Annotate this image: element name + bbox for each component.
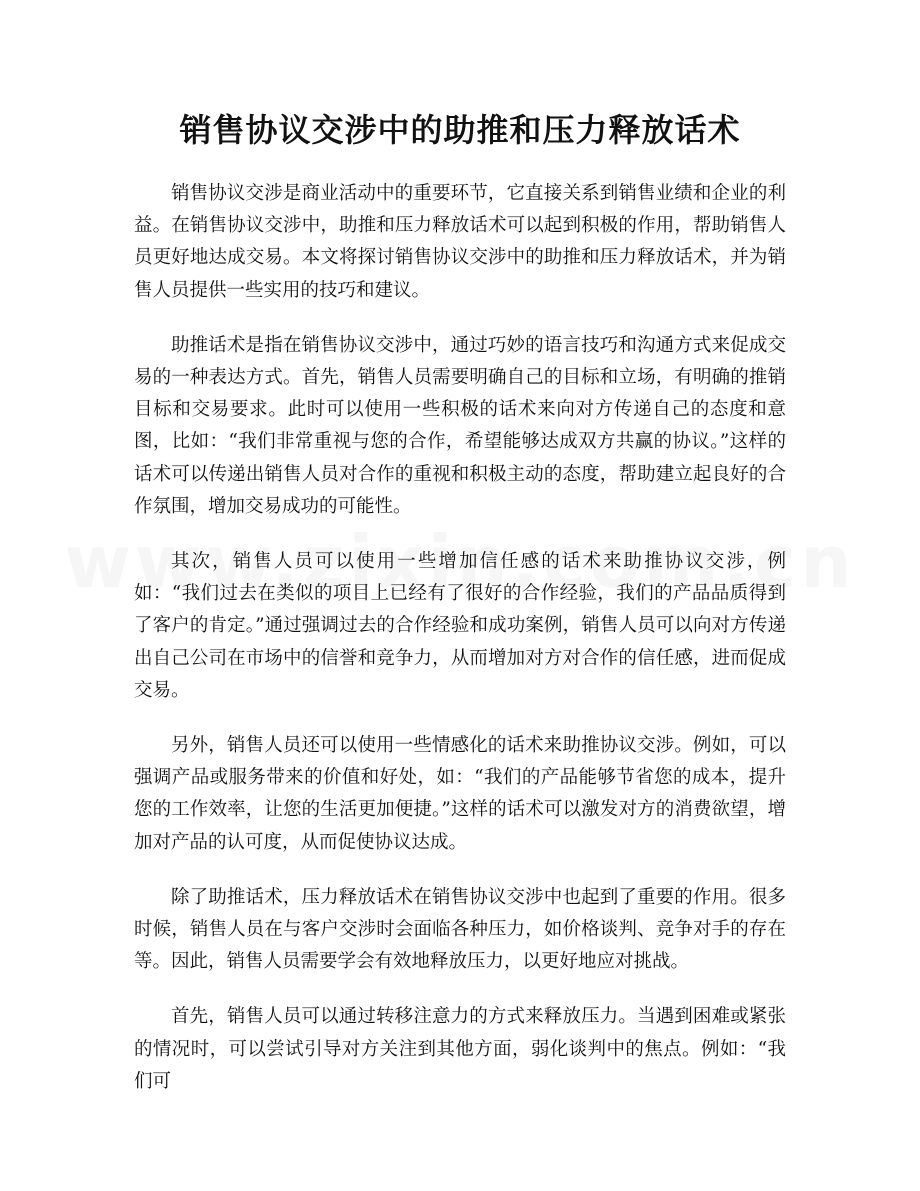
paragraph-boost-definition: 助推话术是指在销售协议交涉中，通过巧妙的语言技巧和沟通方式来促成交易的一种表达方式。首先，销售人员需要明确自己的目标和立场，有明确的推销目标和交易要求。此时可以使用一些积极的话术来向对方传递自己的态度和意图，比如：“我们非常重视与您的合作，希望能够达成双方共赢的协议。”这样的话术可以传递出销售人员对合作的重视和积极主动的态度，帮助建立起良好的合作氛围，增加交易成功的可能性。 — [134, 334, 786, 517]
paragraph-intro: 销售协议交涉是商业活动中的重要环节，它直接关系到销售业绩和企业的利益。在销售协议交涉中，助推和压力释放话术可以起到积极的作用，帮助销售人员更好地达成交易。本文将探讨销售协议交涉中的助推和压力释放话术，并为销售人员提供一些实用的技巧和建议。 — [134, 183, 786, 301]
paragraph-trust: 其次，销售人员可以使用一些增加信任感的话术来助推协议交涉，例如：“我们过去在类似的项目上已经有了很好的合作经验，我们的产品品质得到了客户的肯定。”通过强调过去的合作经验和成功案例，销售人员可以向对方传递出自己公司在市场中的信誉和竞争力，从而增加对方对合作的信任感，进而促成交易。 — [134, 551, 786, 701]
paragraph-emotional: 另外，销售人员还可以使用一些情感化的话术来助推协议交涉。例如，可以强调产品或服务带来的价值和好处，如：“我们的产品能够节省您的成本，提升您的工作效率，让您的生活更加便捷。”这样的话术可以激发对方的消费欲望，增加对产品的认可度，从而促使协议达成。 — [134, 735, 786, 853]
paragraph-shift-attention: 首先，销售人员可以通过转移注意力的方式来释放压力。当遇到困难或紧张的情况时，可以尝试引导对方关注到其他方面，弱化谈判中的焦点。例如：“我们可 — [134, 1006, 786, 1092]
paragraph-pressure-release: 除了助推话术，压力释放话术在销售协议交涉中也起到了重要的作用。很多时候，销售人员在与客户交涉时会面临各种压力，如价格谈判、竞争对手的存在等。因此，销售人员需要学会有效地释放压力，以更好地应对挑战。 — [134, 886, 786, 973]
document-body — [134, 178, 786, 1121]
document-title: 销售协议交涉中的助推和压力释放话术 — [179, 111, 741, 149]
